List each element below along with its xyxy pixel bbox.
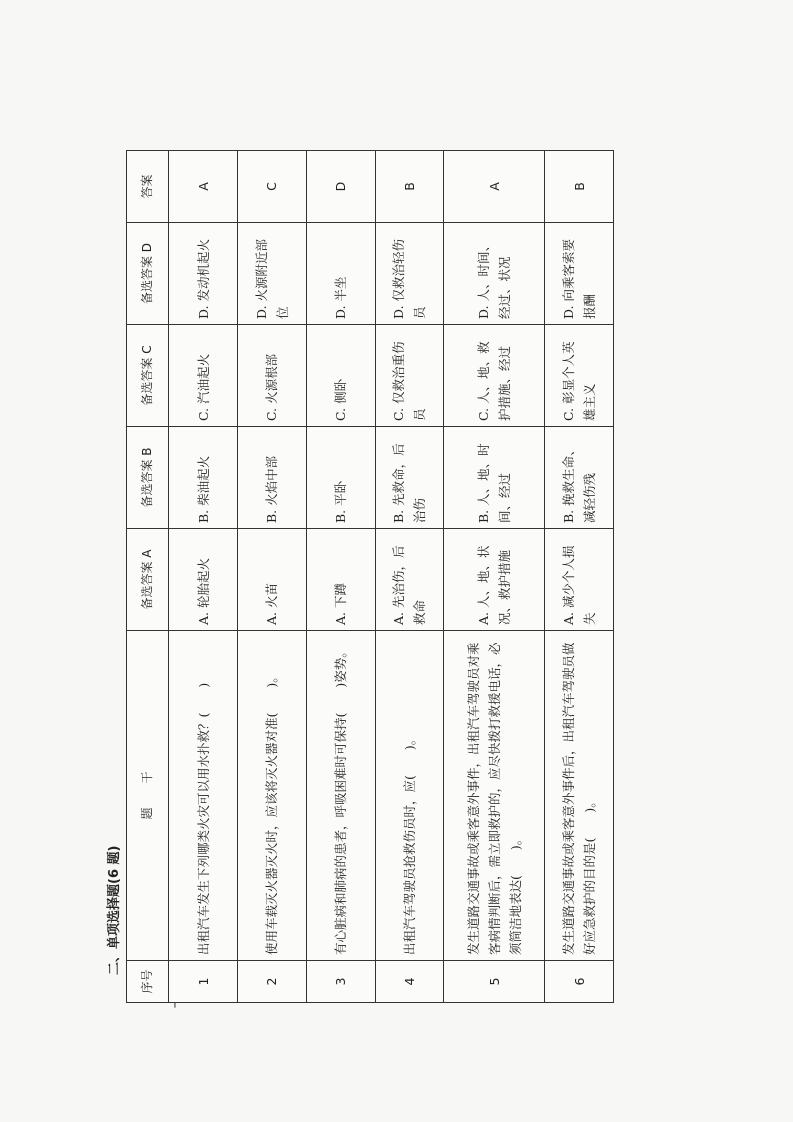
row-option-d: D. 人、时间、经过、状况 <box>444 223 545 325</box>
row-option-c: C. 彰显个人英雄主义 <box>545 325 614 427</box>
row-answer: D <box>306 151 375 223</box>
row-num: 2 <box>238 961 307 1003</box>
row-option-d: D. 发动机起火 <box>169 223 238 325</box>
row-option-d: D. 半坐 <box>306 223 375 325</box>
single-choice-table <box>126 150 614 1003</box>
row-answer: B <box>375 151 444 223</box>
row-option-a: A. 人、地、状况、救护措施 <box>444 529 545 631</box>
row-option-c: C. 侧卧 <box>306 325 375 427</box>
table-row <box>169 151 238 1003</box>
row-answer: B <box>545 151 614 223</box>
row-option-b: B. 挽救生命、减轻伤残 <box>545 427 614 529</box>
row-option-c: C. 仅救治重伤员 <box>375 325 444 427</box>
table-row <box>545 151 614 1003</box>
question-table-container <box>126 151 614 1003</box>
row-option-b: B. 火焰中部 <box>238 427 307 529</box>
table-header-row <box>127 151 169 1003</box>
header-stem: 题 干 <box>127 631 169 961</box>
table-row <box>444 151 545 1003</box>
row-option-a: A. 轮胎起火 <box>169 529 238 631</box>
section-title: 二、单项选择题(6 题) <box>107 845 122 975</box>
row-option-b: B. 柴油起火 <box>169 427 238 529</box>
row-option-b: B. 先救命，后治伤 <box>375 427 444 529</box>
header-num: 序号 <box>127 961 169 1003</box>
row-option-a: A. 火苗 <box>238 529 307 631</box>
row-stem: 使用车载灭火器灭火时，应该将灭火器对准( )。 <box>238 631 307 961</box>
row-option-d: D. 火源附近部位 <box>238 223 307 325</box>
row-stem: 发生道路交通事故或乘客意外事件，出租汽车驾驶员对乘客病情判断后，需立即救护的，应尽快拨打救援电话，必须简洁地表达( )。 <box>444 631 545 961</box>
row-option-a: A. 减少个人损失 <box>545 529 614 631</box>
row-stem: 有心脏病和肺病的患者，呼吸困难时可保持( )姿势。 <box>306 631 375 961</box>
row-option-b: B. 平卧 <box>306 427 375 529</box>
header-option-a: 备选答案 A <box>127 529 169 631</box>
header-option-c: 备选答案 C <box>127 325 169 427</box>
header-option-d: 备选答案 D <box>127 223 169 325</box>
row-option-c: C. 汽油起火 <box>169 325 238 427</box>
row-num: 4 <box>375 961 444 1003</box>
row-option-d: D. 向乘客索要报酬 <box>545 223 614 325</box>
row-option-c: C. 人、地、救护措施、经过 <box>444 325 545 427</box>
row-option-c: C. 火源根部 <box>238 325 307 427</box>
table-row <box>306 151 375 1003</box>
row-option-d: D. 仅救治轻伤员 <box>375 223 444 325</box>
row-stem: 出租汽车驾驶员抢救伤员时，应( )。 <box>375 631 444 961</box>
header-answer: 答案 <box>127 151 169 223</box>
row-num: 3 <box>306 961 375 1003</box>
row-answer: A <box>444 151 545 223</box>
row-num: 6 <box>545 961 614 1003</box>
row-answer: C <box>238 151 307 223</box>
table-row <box>238 151 307 1003</box>
row-option-b: B. 人、地、时间、经过 <box>444 427 545 529</box>
row-option-a: A. 下蹲 <box>306 529 375 631</box>
row-option-a: A. 先治伤，后救命 <box>375 529 444 631</box>
row-num: 1 <box>169 961 238 1003</box>
row-answer: A <box>169 151 238 223</box>
row-stem: 发生道路交通事故或乘客意外事件后，出租汽车驾驶员做好应急救护的目的是( )。 <box>545 631 614 961</box>
table-row <box>375 151 444 1003</box>
row-stem: 出租汽车发生下列哪类火灾可以用水扑救？( ) <box>169 631 238 961</box>
header-option-b: 备选答案 B <box>127 427 169 529</box>
row-num: 5 <box>444 961 545 1003</box>
